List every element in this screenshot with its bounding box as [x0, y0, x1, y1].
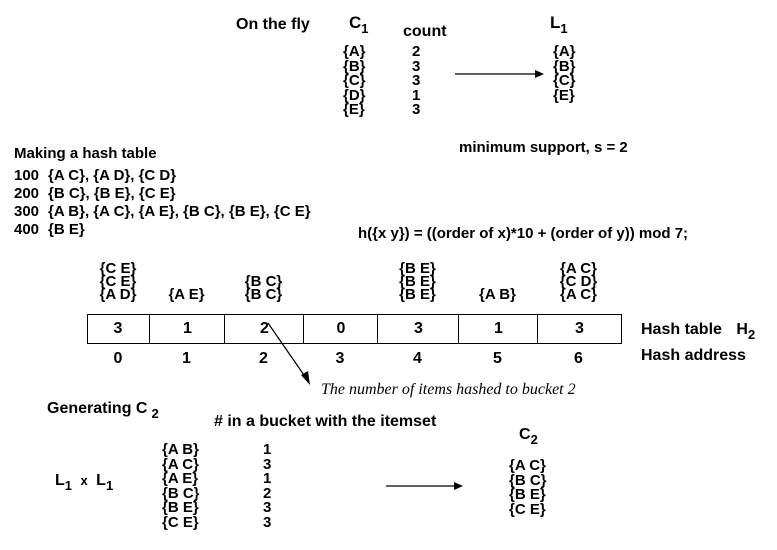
hash-address: 3	[335, 350, 345, 367]
bucket-itemset: {C E}	[99, 260, 137, 277]
bucket-itemset: {A E}	[168, 286, 205, 303]
bucket-itemset: {B E}	[399, 260, 436, 277]
generating-c2-heading	[47, 400, 159, 421]
transaction-row	[14, 221, 85, 238]
bucket-itemset: {C D}	[559, 273, 598, 290]
generating-subscript: 2	[151, 406, 159, 421]
minimum-support: minimum support, s = 2	[459, 139, 628, 156]
c2-itemsets	[509, 459, 547, 517]
transaction-id: 200	[14, 185, 40, 202]
l1-itemset: {B}	[553, 57, 576, 75]
bucket-itemsets	[234, 275, 294, 301]
bucket-itemset: {C E}	[99, 273, 137, 290]
l1-a-sub: 1	[64, 478, 73, 493]
pair-count: 1	[263, 441, 272, 458]
c1-label	[349, 13, 369, 36]
bucket-count-header: # in a bucket with the itemset	[214, 413, 437, 430]
bucket-itemset: {B E}	[399, 273, 436, 290]
c2-itemset: {A C}	[509, 457, 546, 474]
l1-itemsets	[553, 45, 576, 103]
bucket-itemset: {A D}	[99, 286, 137, 303]
c2-itemset: {B C}	[509, 471, 547, 489]
candidate-pair: {C E}	[162, 513, 199, 531]
pair-bucket-counts	[263, 443, 271, 530]
l1-letter: L	[550, 13, 561, 32]
hash-bucket-count: 0	[303, 314, 378, 344]
hash-table-text: Hash table	[641, 321, 722, 338]
transaction-items: {B C}, {B E}, {C E}	[48, 185, 176, 202]
bucket-itemsets	[468, 288, 528, 301]
hash-bucket-count: 3	[537, 314, 621, 344]
candidate-pairs	[162, 443, 200, 530]
c2-itemset: {C E}	[509, 500, 546, 518]
hash-address-label: Hash address	[641, 347, 746, 364]
arrow-c1-to-l1	[455, 68, 545, 80]
bucket-itemsets	[88, 262, 148, 301]
hash-address: 6	[574, 350, 583, 367]
bucket-itemsets	[157, 288, 217, 301]
cross-symbol: x	[80, 473, 88, 488]
h2-letter: H	[736, 321, 748, 338]
c1-itemset: {E}	[343, 101, 365, 118]
bucket-itemset: {B E}	[399, 286, 436, 303]
c1-itemset: {C}	[343, 72, 366, 89]
c1-count: 1	[412, 86, 421, 104]
l1-itemset: {C}	[553, 72, 576, 89]
arrow-to-c2	[386, 480, 466, 492]
bucket-itemset: {B C}	[244, 286, 283, 303]
h2-subscript: 2	[747, 327, 756, 342]
pair-count: 1	[263, 470, 272, 487]
c1-count: 3	[412, 101, 421, 118]
l1-cross-l1	[55, 472, 114, 493]
annotation-text: The number of items hashed to bucket 2	[321, 381, 576, 398]
candidate-pair: {A E}	[162, 470, 199, 487]
pair-count: 3	[263, 499, 272, 516]
on-the-fly-label: On the fly	[236, 16, 310, 33]
c1-itemset: {D}	[343, 86, 366, 104]
hash-address: 5	[493, 350, 502, 367]
c1-count: 2	[412, 43, 421, 60]
hash-bucket-count: 2	[224, 314, 304, 344]
generating-text: Generating C	[47, 400, 148, 417]
transaction-items: {A C}, {A D}, {C D}	[48, 167, 177, 184]
transaction-row	[14, 203, 311, 220]
hash-bucket-count: 3	[113, 320, 123, 337]
c2-subscript: 2	[530, 432, 538, 447]
hash-bucket-count: 1	[149, 314, 225, 344]
bucket-itemset: {A B}	[479, 286, 516, 303]
c1-count: 3	[412, 57, 421, 75]
count-header: count	[403, 23, 447, 40]
making-hash-table-heading: Making a hash table	[14, 145, 157, 162]
c1-counts	[412, 45, 420, 118]
transaction-id: 100	[14, 167, 40, 184]
hash-address: 2	[259, 350, 268, 367]
l1-b-sub: 1	[105, 478, 114, 493]
l1-label	[550, 13, 568, 36]
c1-itemsets	[343, 45, 366, 118]
transaction-id: 300	[14, 203, 40, 220]
l1-a: L	[55, 472, 65, 489]
candidate-pair: {B E}	[162, 499, 199, 516]
bucket-itemsets	[388, 262, 448, 301]
l1-subscript: 1	[560, 21, 568, 36]
c2-label	[519, 426, 538, 447]
pair-count: 3	[263, 513, 272, 531]
pair-count: 2	[263, 484, 272, 502]
l1-b: L	[96, 472, 106, 489]
transaction-row	[14, 167, 176, 184]
bucket-itemsets	[549, 262, 609, 301]
transaction-row	[14, 185, 176, 202]
bucket-itemset: {A C}	[560, 260, 597, 277]
l1-itemset: {E}	[553, 86, 575, 104]
c2-letter: C	[519, 426, 531, 443]
c1-letter: C	[349, 13, 362, 32]
hash-address: 4	[413, 350, 422, 367]
hash-address: 0	[113, 350, 123, 367]
c1-subscript: 1	[361, 21, 369, 36]
h2-symbol	[736, 321, 756, 342]
l1-itemset: {A}	[553, 43, 576, 60]
hash-address: 1	[182, 350, 191, 367]
c1-itemset: {B}	[343, 57, 366, 75]
bucket-itemset: {B C}	[244, 273, 283, 290]
transaction-items: {B E}	[48, 221, 85, 238]
candidate-pair: {A B}	[162, 441, 199, 458]
transaction-id: 400	[14, 221, 40, 238]
c2-itemset: {B E}	[509, 486, 546, 503]
pair-count: 3	[263, 455, 272, 473]
annotation-arrow	[265, 320, 315, 390]
candidate-pair: {B C}	[162, 484, 200, 502]
hash-table-label	[641, 321, 756, 342]
hash-bucket-count: 3	[377, 314, 459, 344]
c1-count: 3	[412, 72, 421, 89]
hash-function: h({x y}) = ((order of x)*10 + (order of y)) mod 7;	[358, 225, 689, 242]
candidate-pair: {A C}	[162, 455, 199, 473]
hash-bucket-count: 1	[458, 314, 538, 344]
bucket-itemset: {A C}	[560, 286, 597, 303]
c1-itemset: {A}	[343, 43, 366, 60]
transaction-items: {A B}, {A C}, {A E}, {B C}, {B E}, {C E}	[48, 203, 311, 220]
